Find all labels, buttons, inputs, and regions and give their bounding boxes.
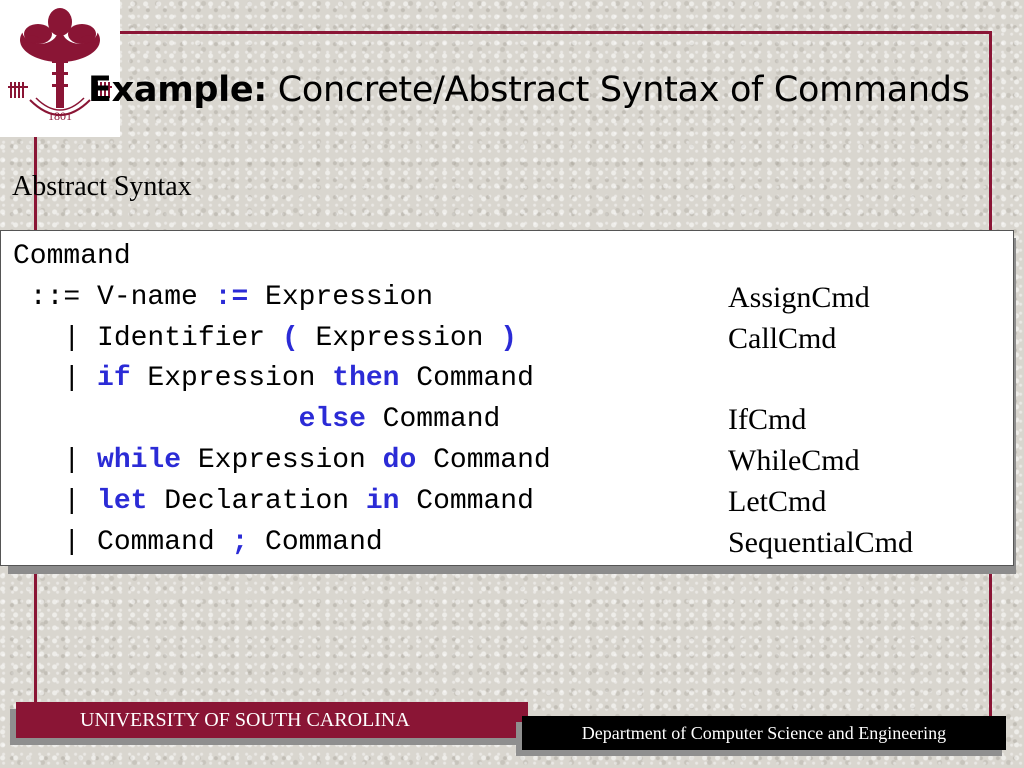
university-logo xyxy=(0,0,120,137)
grammar-keyword: do xyxy=(382,445,417,476)
grammar-rule-line xyxy=(13,404,500,436)
footer-department: Department of Computer Science and Engineering xyxy=(522,716,1006,750)
title-prefix: Example: xyxy=(88,70,267,110)
grammar-text: Command xyxy=(13,241,131,272)
grammar-keyword: if xyxy=(97,363,131,394)
page-title xyxy=(88,70,970,110)
palmetto-tree-icon xyxy=(0,0,120,137)
grammar-rule-line xyxy=(13,241,131,273)
grammar-keyword: let xyxy=(97,486,148,517)
frame-top-line xyxy=(34,31,992,34)
ast-node-label: WhileCmd xyxy=(728,444,860,477)
grammar-box xyxy=(0,230,1014,566)
grammar-keyword: while xyxy=(97,445,182,476)
grammar-text: ::= V-name xyxy=(13,282,215,313)
grammar-text: Expression xyxy=(298,323,501,354)
grammar-text: | xyxy=(13,363,98,394)
grammar-keyword: ) xyxy=(500,323,518,354)
grammar-text: Expression xyxy=(130,363,333,394)
ast-node-label: LetCmd xyxy=(728,485,827,518)
ast-node-label: SequentialCmd xyxy=(728,526,913,559)
grammar-text: Expression xyxy=(181,445,383,476)
grammar-keyword: := xyxy=(214,282,249,313)
grammar-text: | Identifier xyxy=(13,323,282,354)
logo-year: 1801 xyxy=(48,109,72,123)
grammar-keyword: else xyxy=(298,404,366,435)
grammar-rule-line xyxy=(13,282,433,314)
grammar-keyword: then xyxy=(332,363,400,394)
footer-university: UNIVERSITY OF SOUTH CAROLINA xyxy=(16,702,528,738)
grammar-keyword: in xyxy=(365,486,400,517)
title-text: Concrete/Abstract Syntax of Commands xyxy=(266,70,970,110)
grammar-text: Declaration xyxy=(147,486,366,517)
grammar-rule-line xyxy=(13,445,551,477)
grammar-keyword: ; xyxy=(231,527,249,558)
grammar-text: | xyxy=(13,445,98,476)
grammar-text: Command xyxy=(248,527,383,558)
grammar-rule-line xyxy=(13,527,383,559)
grammar-text: | xyxy=(13,486,98,517)
ast-node-label: AssignCmd xyxy=(728,281,870,314)
grammar-text: Expression xyxy=(248,282,434,313)
grammar-text: Command xyxy=(416,445,551,476)
grammar-text: | Command xyxy=(13,527,232,558)
ast-node-label: IfCmd xyxy=(728,403,807,436)
grammar-keyword: ( xyxy=(281,323,299,354)
grammar-text: Command xyxy=(399,486,534,517)
grammar-rule-line xyxy=(13,363,534,395)
grammar-rule-line xyxy=(13,323,517,355)
grammar-rule-line xyxy=(13,486,534,518)
grammar-text: Command xyxy=(365,404,501,435)
grammar-text xyxy=(13,404,299,435)
ast-node-label: CallCmd xyxy=(728,322,837,355)
section-subtitle: Abstract Syntax xyxy=(12,171,192,202)
grammar-text: Command xyxy=(399,363,534,394)
